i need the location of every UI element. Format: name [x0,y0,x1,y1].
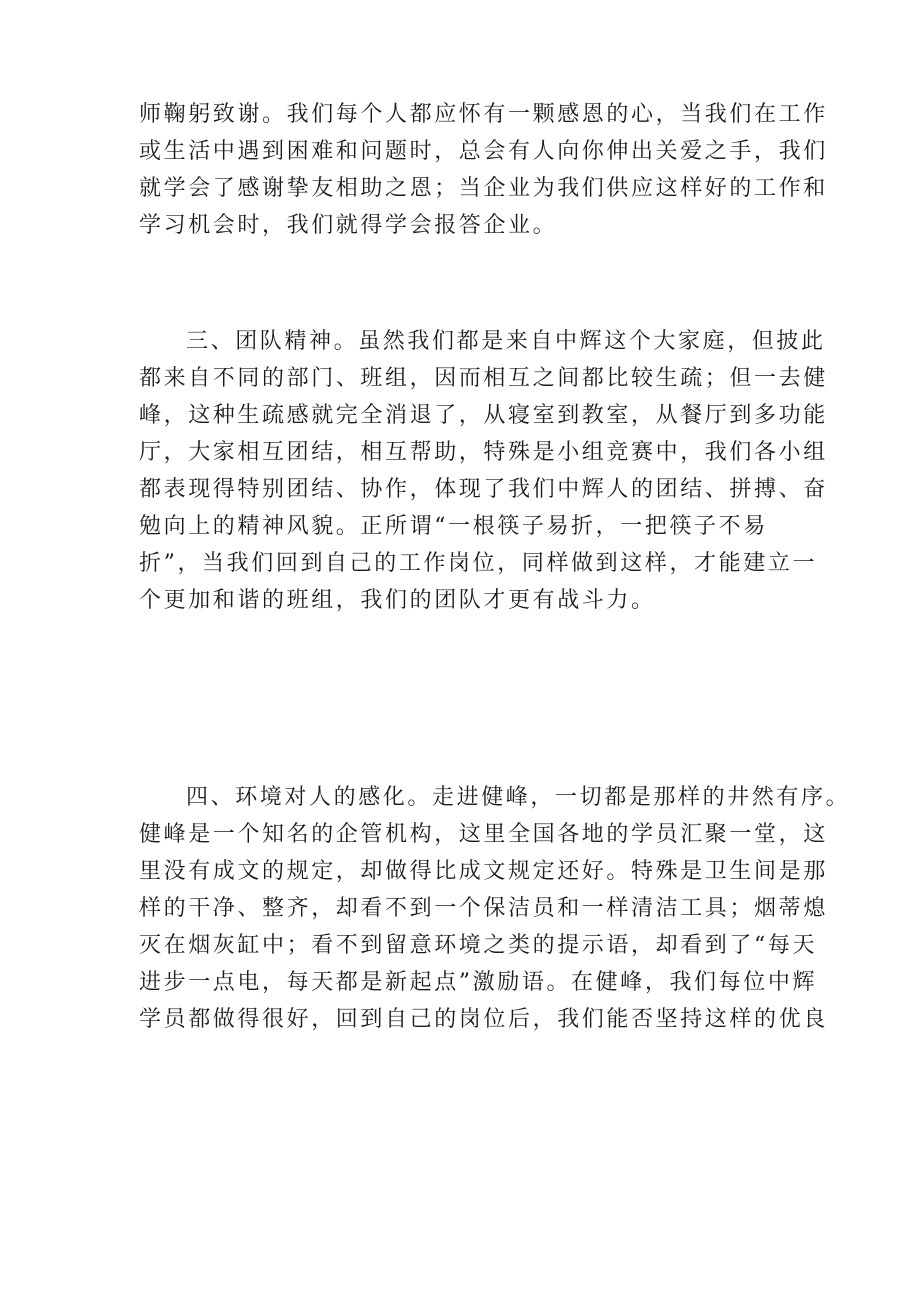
text-line: 进步一点电，每天都是新起点”激励语。在健峰，我们每位中辉 [139,970,818,995]
text-line: 都来自不同的部门、班组，因而相互之间都比较生疏；但一去健 [139,366,828,391]
text-line: 就学会了感谢挚友相助之恩；当企业为我们供应这样好的工作和 [139,176,828,201]
text-line: 灭在烟灰缸中；看不到留意环境之类的提示语，却看到了“每天 [139,933,818,958]
text-line: 厅，大家相互团结，相互帮助，特殊是小组竞赛中，我们各小组 [139,440,828,465]
text-line: 师鞠躬致谢。我们每个人都应怀有一颗感恩的心，当我们在工作 [139,102,828,127]
text-line: 样的干净、整齐，却看不到一个保洁员和一样清洁工具；烟蒂熄 [139,896,828,921]
text-line: 学习机会时，我们就得学会报答企业。 [139,213,558,238]
text-line: 勉向上的精神风貌。正所谓“一根筷子易折，一把筷子不易 [139,514,768,539]
paragraph-environment [139,779,851,1038]
text-line: 或生活中遇到困难和问题时，总会有人向你伸出关爱之手，我们 [139,139,828,164]
text-line: 都表现得特别团结、协作，体现了我们中辉人的团结、拼搏、奋 [139,477,828,502]
text-line: 个更加和谐的班组，我们的团队才更有战斗力。 [139,588,656,613]
text-line: 四、环境对人的感化。走进健峰，一切都是那样的井然有序。 [186,785,851,810]
text-line: 里没有成文的规定，却做得比成文规定还好。特殊是卫生间是那 [139,859,828,884]
text-line: 峰，这种生疏感就完全消退了，从寝室到教室，从餐厅到多功能 [139,403,828,428]
text-line: 三、团队精神。虽然我们都是来自中辉这个大家庭，但披此 [186,329,826,354]
paragraph-team-spirit [139,323,828,619]
text-line: 健峰是一个知名的企管机构，这里全国各地的学员汇聚一堂，这 [139,822,828,847]
text-line: 折”，当我们回到自己的工作岗位，同样做到这样，才能建立一 [139,551,818,576]
paragraph-gratitude [139,96,828,244]
text-line: 学员都做得很好，回到自己的岗位后，我们能否坚持这样的优良 [139,1007,828,1032]
